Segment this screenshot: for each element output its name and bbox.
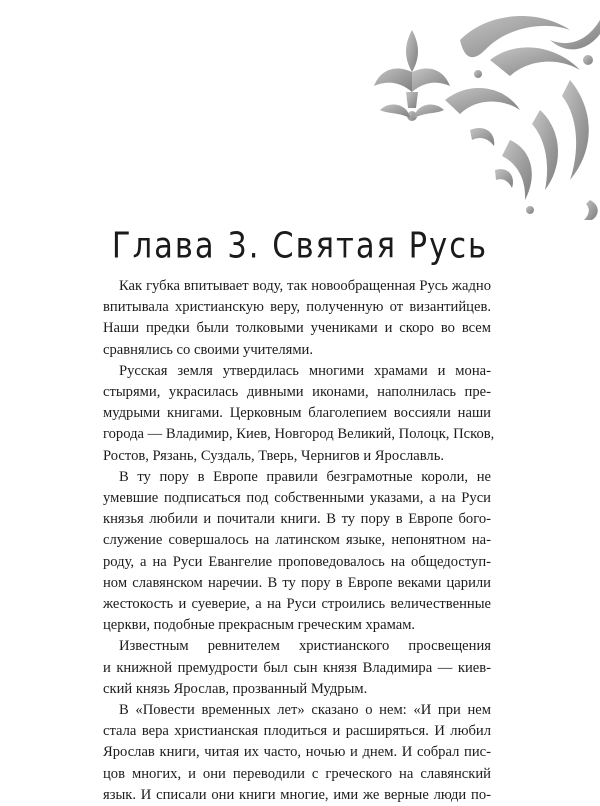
text-line: цов многих, и они переводили с греческого на славянский — [103, 765, 491, 782]
text-line: ский князь Ярослав, прозванный Мудрым. — [103, 680, 368, 697]
text-line: Ярослав книги, читая их часто, ночью и днем. И собрал пис- — [103, 744, 491, 761]
text-line: города — Владимир, Киев, Новгород Великий, Полоцк, Псков, — [103, 426, 495, 443]
text-line: ном славянском наречии. В ту пору в Европе веками царили — [103, 574, 491, 591]
paragraph — [103, 700, 491, 806]
text-line: Ростов, Рязань, Суздаль, Тверь, Чернигов и Ярославль. — [103, 447, 444, 464]
text-line: умевшие подписаться под собственными указами, а на Руси — [103, 490, 491, 507]
text-line: князья любили и почитали книги. В ту пору в Европе бого- — [103, 511, 491, 528]
paragraph — [103, 467, 491, 637]
text-line: впитывала христианскую веру, полученную от византийцев. — [103, 299, 491, 316]
text-line: Русская земля утвердилась многими храмами и мона- — [119, 362, 491, 379]
paragraph — [103, 361, 495, 467]
text-line: Наши предки были толковыми учениками и скоро во всем — [103, 320, 491, 337]
text-line: и книжной премудрости был сын князя Владимира — киев- — [103, 659, 491, 676]
text-line: служение совершалось на латинском языке, непонятном на- — [103, 532, 491, 549]
text-line: В «Повести временных лет» сказано о нем: «И при нем — [119, 702, 491, 719]
text-line: Известным ревнителем христианского просвещения — [119, 638, 491, 655]
text-line: сравнялись со своими учителями. — [103, 341, 314, 358]
text-line: мудрыми книгами. Церковным благолепием воссияли наши — [103, 405, 491, 422]
body-text — [103, 276, 495, 806]
corner-ornament — [270, 0, 600, 220]
paragraph — [103, 636, 491, 700]
chapter-title: Глава 3. Святая Русь — [111, 225, 489, 267]
text-line: стырями, украсилась дивными иконами, наполнилась пре- — [103, 384, 491, 401]
text-line: стала вера христианская плодиться и расширяться. И любил — [103, 723, 491, 740]
text-line: язык. И списали они книги многие, ими же верные люди по- — [103, 786, 491, 803]
text-line: церкви, подобные прекрасным греческим храмам. — [103, 617, 416, 634]
text-line: жестокость и суеверие, а на Руси строились величественные — [103, 596, 491, 613]
text-line: роду, а на Руси Евангелие проповедовалось на общедоступ- — [103, 553, 491, 570]
paragraph — [103, 276, 491, 361]
text-line: Как губка впитывает воду, так новообращенная Русь жадно — [119, 278, 491, 294]
text-line: В ту пору в Европе правили безграмотные короли, не — [119, 468, 491, 485]
